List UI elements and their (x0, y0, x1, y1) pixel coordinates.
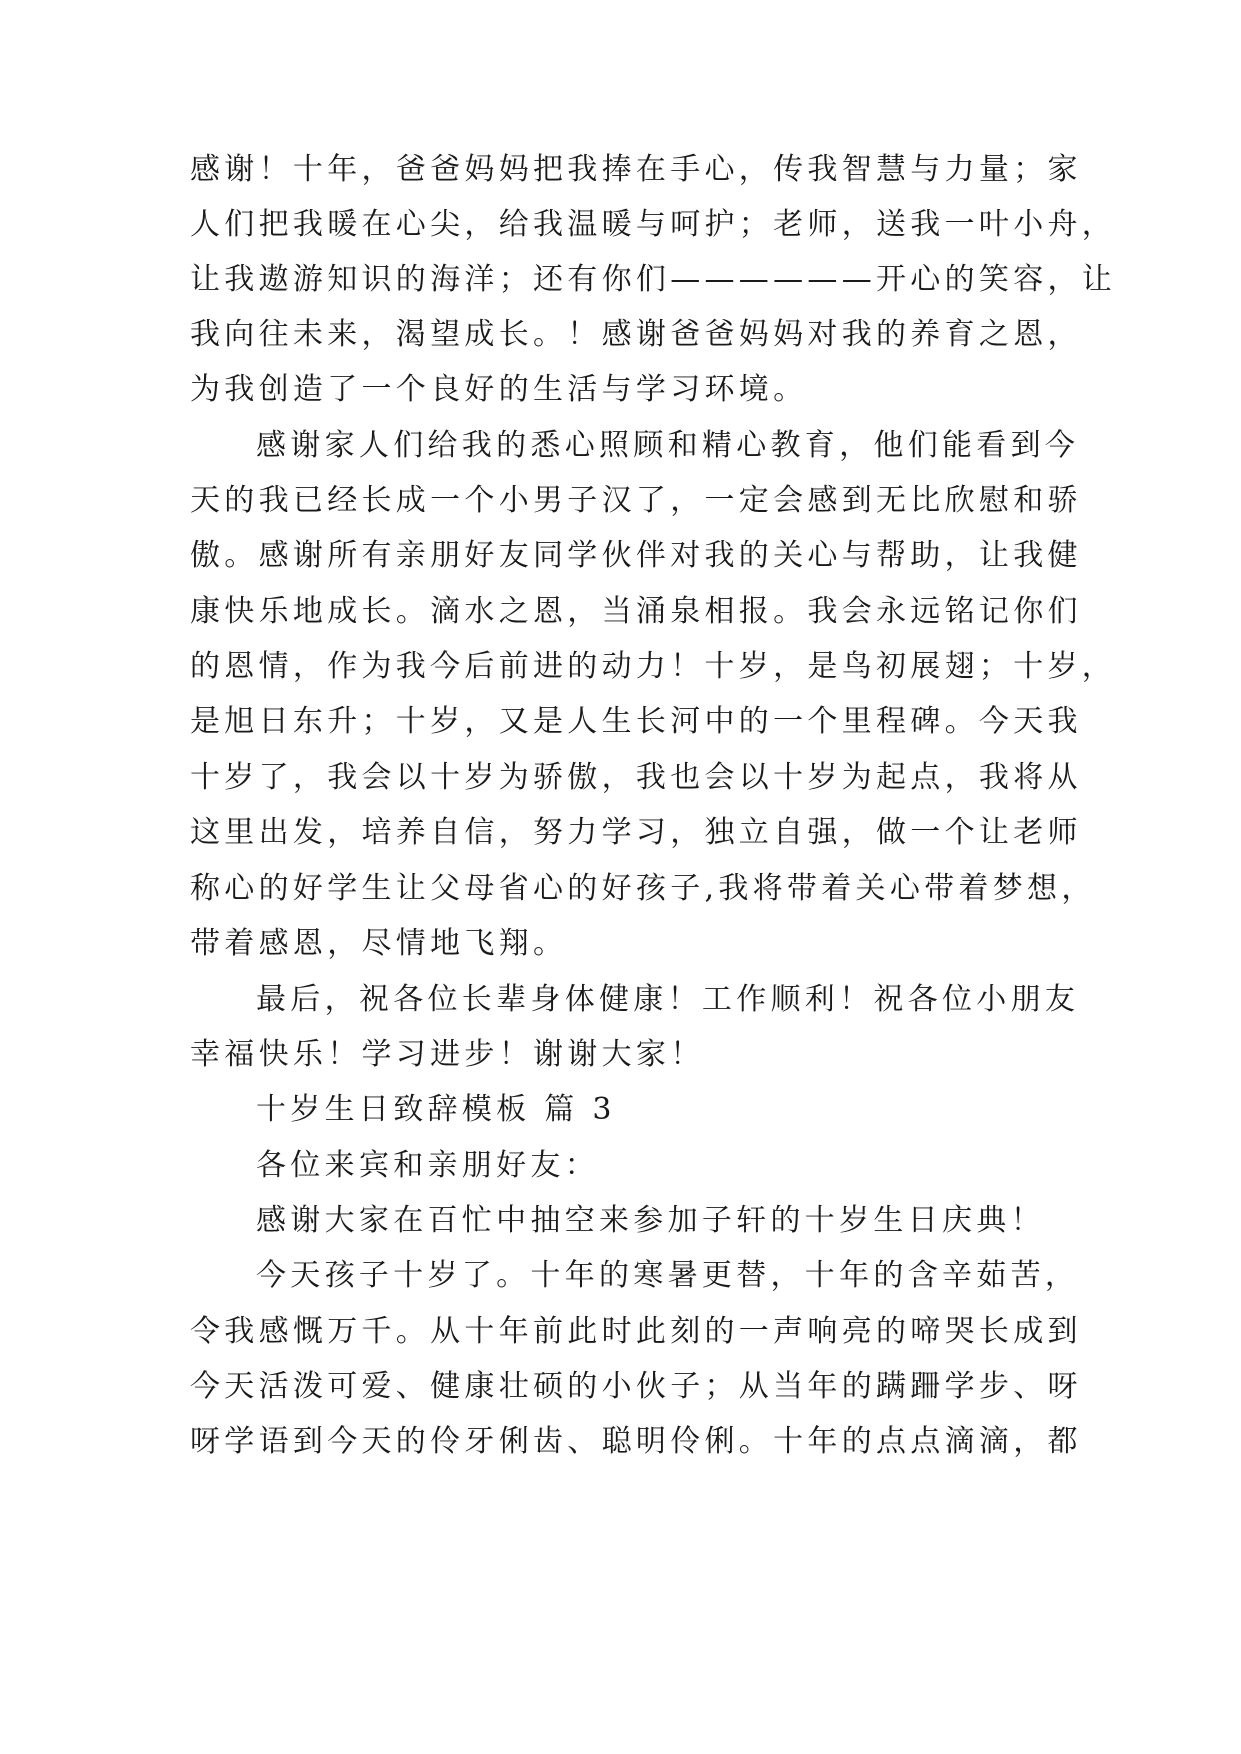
salutation: 各位来宾和亲朋好友： (256, 1148, 599, 1183)
text-line: 为我创造了一个良好的生活与学习环境。 (190, 372, 808, 407)
text-line: 是旭日东升；十岁，又是人生长河中的一个里程碑。今天我 (190, 704, 1082, 739)
text-line: 十岁了，我会以十岁为骄傲，我也会以十岁为起点，我将从 (190, 760, 1082, 795)
paragraph-start-line: 今天孩子十岁了。十年的寒暑更替，十年的含辛茹苦， (256, 1258, 1080, 1293)
text-line: 康快乐地成长。滴水之恩，当涌泉相报。我会永远铭记你们 (190, 594, 1082, 629)
text-line: 带着感恩，尽情地飞翔。 (190, 926, 568, 961)
paragraph-start-line: 感谢大家在百忙中抽空来参加子轩的十岁生日庆典！ (256, 1203, 1045, 1238)
text-line: 称心的好学生让父母省心的好孩子,我将带着关心带着梦想， (190, 871, 1096, 906)
text-line: 人们把我暖在心尖，给我温暖与呵护；老师，送我一叶小舟， (190, 207, 1117, 242)
paragraph-start-line: 最后，祝各位长辈身体健康！工作顺利！祝各位小朋友 (256, 982, 1080, 1017)
text-line: 我向往未来，渴望成长。！感谢爸爸妈妈对我的养育之恩， (190, 317, 1082, 352)
text-line: 让我遨游知识的海洋；还有你们——————开心的笑容，让 (190, 262, 1117, 297)
text-line: 感谢！十年，爸爸妈妈把我捧在手心，传我智慧与力量；家 (190, 152, 1082, 187)
text-line: 呀学语到今天的伶牙俐齿、聪明伶俐。十年的点点滴滴，都 (190, 1424, 1082, 1459)
text-line: 幸福快乐！学习进步！谢谢大家！ (190, 1037, 705, 1072)
text-line: 傲。感谢所有亲朋好友同学伙伴对我的关心与帮助，让我健 (190, 538, 1082, 573)
text-line: 的恩情，作为我今后前进的动力！十岁，是鸟初展翅；十岁， (190, 649, 1117, 684)
section-heading: 十岁生日致辞模板 篇 3 (256, 1092, 616, 1127)
text-line: 令我感慨万千。从十年前此时此刻的一声响亮的啼哭长成到 (190, 1314, 1082, 1349)
text-line: 今天活泼可爱、健康壮硕的小伙子；从当年的蹒跚学步、呀 (190, 1369, 1082, 1404)
text-line: 天的我已经长成一个小男子汉了，一定会感到无比欣慰和骄 (190, 483, 1082, 518)
paragraph-start-line: 感谢家人们给我的悉心照顾和精心教育，他们能看到今 (256, 428, 1080, 463)
text-line: 这里出发，培养自信，努力学习，独立自强，做一个让老师 (190, 815, 1082, 850)
